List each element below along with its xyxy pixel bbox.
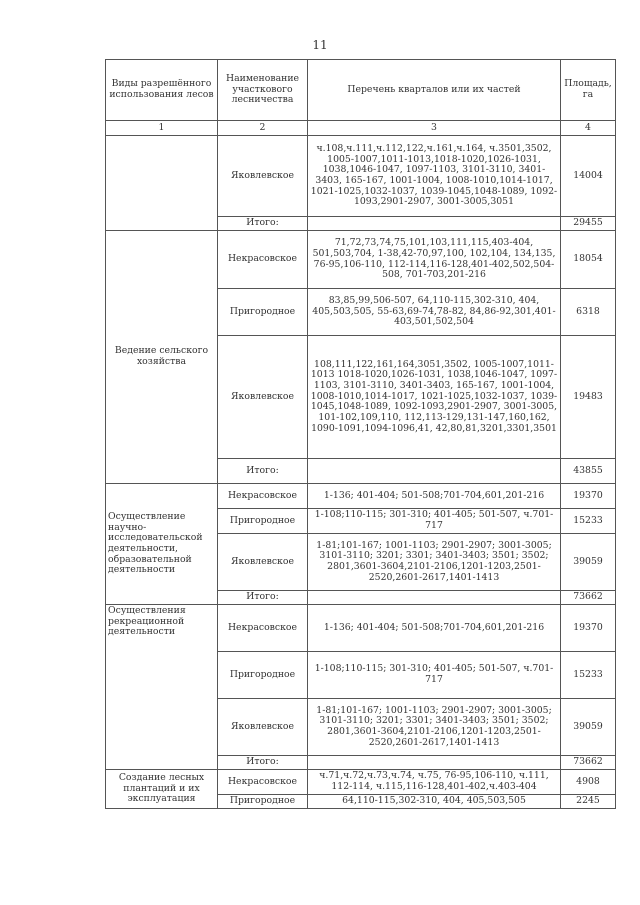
forestry-cell: Яковлевское [218, 699, 308, 756]
total-value: 29455 [561, 217, 616, 231]
total-value: 73662 [561, 756, 616, 770]
area-cell: 6318 [561, 289, 616, 336]
use-type-cell: Создание лесных плантаций и их эксплуатация [106, 770, 218, 809]
area-cell: 4908 [561, 770, 616, 795]
forestry-cell: Яковлевское [218, 136, 308, 217]
quarters-cell: ч.108,ч.111,ч.112,122,ч.161,ч.164, ч.3501,3502, 1005-1007,1011-1013,1018-1020,1026-1031, 1038,1046-1047, 1097-1103, 3101-3110, 3401-3403, 165-167, 1001-1004, 1008-1010,1014-1017, 1021-1025,1032-1037, 1039-1045,1048-1089, 1092-1093,2901-2907, 3001-3005,3051 [308, 136, 561, 217]
header-use-type: Виды разрешённого использования лесов [106, 60, 218, 121]
quarters-cell: 1-81;101-167; 1001-1103; 2901-2907; 3001-3005; 3101-3110; 3201; 3301; 3401-3403; 3501; 3502; 2801,3601-3604,2101-2106,1201-1203,2501-2520,2601-2617,1401-1413 [308, 534, 561, 591]
quarters-cell: ч.71,ч.72,ч.73,ч.74, ч.75, 76-95,106-110, ч.111, 112-114, ч.115,116-128,401-402,ч.403-404 [308, 770, 561, 795]
quarters-cell: 1-136; 401-404; 501-508;701-704,601,201-216 [308, 605, 561, 652]
forestry-cell: Пригородное [218, 289, 308, 336]
forestry-cell: Некрасовское [218, 231, 308, 289]
quarters-cell: 71,72,73,74,75,101,103,111,115,403-404, 501,503,704, 1-38,42-70,97,100, 102,104, 134,135, 76-95,106-110, 112-114,116-128,401-402,502,504-508, 701-703,201-216 [308, 231, 561, 289]
area-cell: 39059 [561, 699, 616, 756]
table-row [106, 484, 616, 509]
total-label: Итого: [218, 591, 308, 605]
quarters-cell: 108,111,122,161,164,3051,3502, 1005-1007,1011-1013 1018-1020,1026-1031, 1038,1046-1047, 1097-1103, 3101-3110, 3401-3403, 165-167, 1001-1004, 1008-1010,1014-1017, 1021-1025,1032-1037, 1039-1045,1048-1089, 1092-1093,2901-2907, 3001-3005, 101-102,109,110, 112,113-129,131-147,160,162, 1090-1091,1094-1096,41, 42,80,81,3201,3301,3501 [308, 336, 561, 459]
area-cell: 19370 [561, 605, 616, 652]
area-cell: 15233 [561, 652, 616, 699]
table-row [106, 136, 616, 217]
forestry-cell: Яковлевское [218, 534, 308, 591]
column-number-row [106, 121, 616, 136]
quarters-cell: 1-136; 401-404; 501-508;701-704,601,201-216 [308, 484, 561, 509]
quarters-cell: 83,85,99,506-507, 64,110-115,302-310, 404, 405,503,505, 55-63,69-74,78-82, 84,86-92,301,401-403,501,502,504 [308, 289, 561, 336]
area-cell: 39059 [561, 534, 616, 591]
area-cell: 19370 [561, 484, 616, 509]
forestry-cell: Некрасовское [218, 605, 308, 652]
area-cell: 14004 [561, 136, 616, 217]
table-header-row [106, 60, 616, 121]
forestry-cell: Некрасовское [218, 484, 308, 509]
forestry-cell: Некрасовское [218, 770, 308, 795]
total-value: 43855 [561, 459, 616, 484]
use-type-cell: Осуществления рекреационной деятельности [106, 605, 218, 770]
use-type-cell: Ведение сельского хозяйства [106, 231, 218, 484]
page-number: 11 [312, 38, 328, 52]
header-forestry: Наименование участкового лесничества [218, 60, 308, 121]
column-number: 2 [218, 121, 308, 136]
header-area: Площадь, га [561, 60, 616, 121]
area-cell: 2245 [561, 795, 616, 809]
total-value: 73662 [561, 591, 616, 605]
table-row [106, 231, 616, 289]
header-quarters: Перечень кварталов или их частей [308, 60, 561, 121]
forestry-cell: Пригородное [218, 795, 308, 809]
quarters-cell: 1-81;101-167; 1001-1103; 2901-2907; 3001-3005; 3101-3110; 3201; 3301; 3401-3403; 3501; 3502; 2801,3601-3604,2101-2106,1201-1203,2501-2520,2601-2617,1401-1413 [308, 699, 561, 756]
column-number: 1 [106, 121, 218, 136]
total-label: Итого: [218, 459, 308, 484]
use-type-cell [106, 136, 218, 231]
column-number: 3 [308, 121, 561, 136]
quarters-cell: 1-108;110-115; 301-310; 401-405; 501-507, ч.701-717 [308, 509, 561, 534]
use-type-cell: Осуществление научно-исследовательской деятельности, образовательной деятельности [106, 484, 218, 605]
table-row [106, 770, 616, 795]
total-label: Итого: [218, 756, 308, 770]
total-label: Итого: [218, 217, 308, 231]
area-cell: 19483 [561, 336, 616, 459]
forestry-cell: Пригородное [218, 652, 308, 699]
forest-use-table [105, 59, 616, 809]
quarters-cell: 1-108;110-115; 301-310; 401-405; 501-507, ч.701-717 [308, 652, 561, 699]
forestry-cell: Яковлевское [218, 336, 308, 459]
area-cell: 18054 [561, 231, 616, 289]
area-cell: 15233 [561, 509, 616, 534]
column-number: 4 [561, 121, 616, 136]
quarters-cell: 64,110-115,302-310, 404, 405,503,505 [308, 795, 561, 809]
table-row [106, 605, 616, 652]
forestry-cell: Пригородное [218, 509, 308, 534]
